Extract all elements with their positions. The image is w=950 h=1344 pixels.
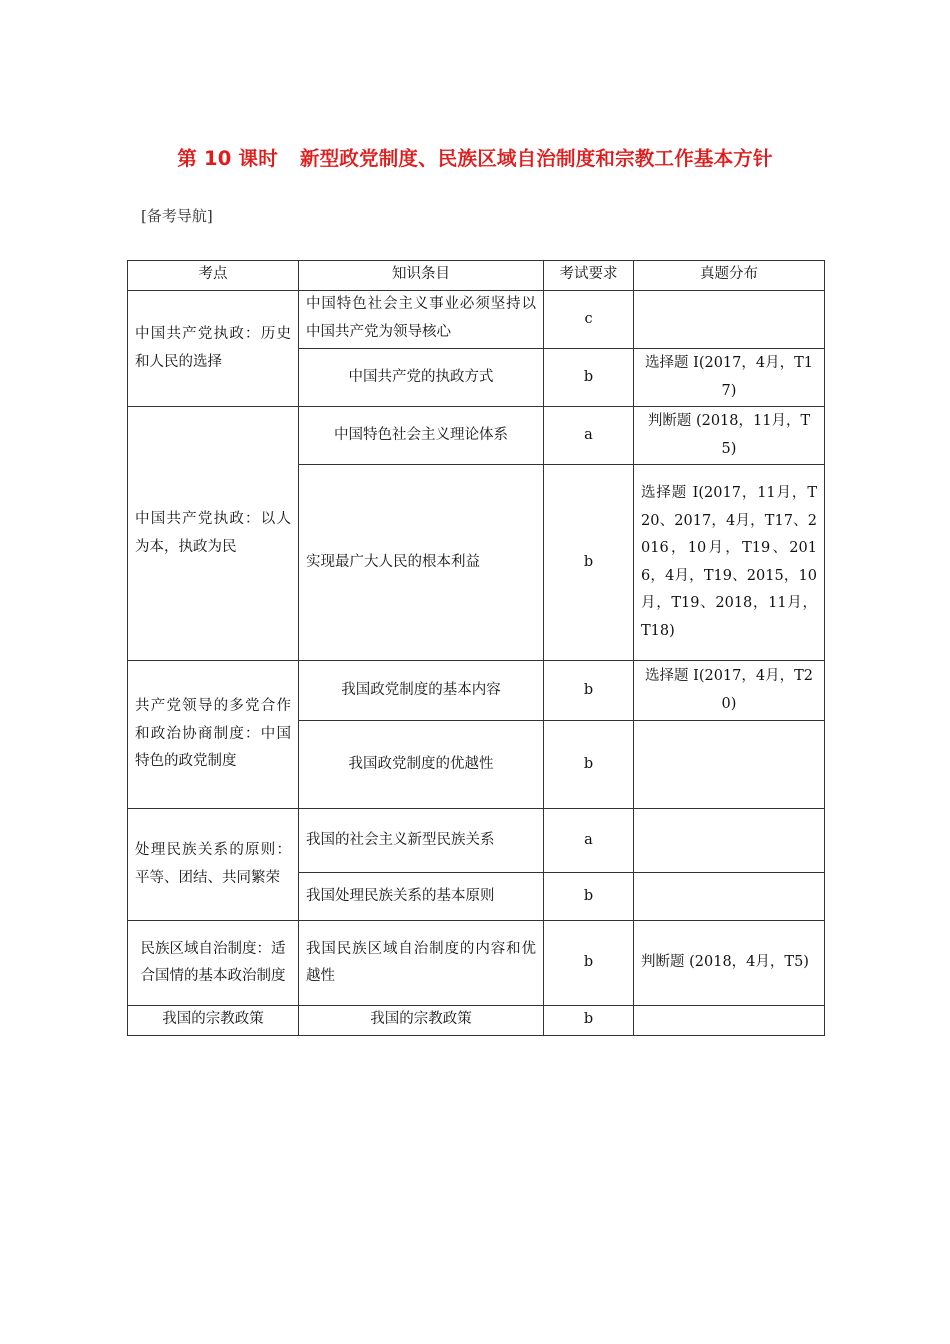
distribution-cell: [634, 809, 825, 873]
distribution-cell: 判断题 (2018，4月，T5): [634, 921, 825, 1006]
table-row: [128, 1006, 825, 1036]
item-cell: 中国特色社会主义理论体系: [299, 407, 544, 465]
table-row: [128, 407, 825, 465]
distribution-cell: [634, 721, 825, 809]
item-cell: 中国共产党的执政方式: [299, 349, 544, 407]
level-cell: b: [544, 873, 634, 921]
header-distribution: 真题分布: [634, 261, 825, 291]
item-cell: 我国政党制度的优越性: [299, 721, 544, 809]
level-cell: b: [544, 349, 634, 407]
level-cell: a: [544, 407, 634, 465]
section-label: [备考导航]: [141, 207, 213, 225]
header-level: 考试要求: [544, 261, 634, 291]
table-row: [128, 921, 825, 1006]
distribution-cell: [634, 291, 825, 349]
exam-guide-table: [127, 260, 825, 1036]
level-cell: b: [544, 661, 634, 721]
distribution-cell: 选择题 I(2017，11月，T20、2017，4月，T17、2016，10月，T19、2016，4月，T19、2015，10月，T19、2018，11月，T18): [634, 465, 825, 661]
distribution-cell: [634, 1006, 825, 1036]
table-row: [128, 291, 825, 349]
level-cell: b: [544, 1006, 634, 1036]
header-topic: 考点: [128, 261, 299, 291]
item-cell: 我国的社会主义新型民族关系: [299, 809, 544, 873]
level-cell: b: [544, 921, 634, 1006]
topic-cell: 我国的宗教政策: [128, 1006, 299, 1036]
table-row: [128, 661, 825, 721]
lesson-topic: 新型政党制度、民族区域自治制度和宗教工作基本方针: [299, 147, 773, 170]
item-cell: 我国政党制度的基本内容: [299, 661, 544, 721]
level-cell: b: [544, 721, 634, 809]
item-cell: 中国特色社会主义事业必须坚持以中国共产党为领导核心: [299, 291, 544, 349]
header-item: 知识条目: [299, 261, 544, 291]
table-row: [128, 809, 825, 873]
lesson-number: 第 10 课时: [177, 147, 278, 170]
topic-cell: 处理民族关系的原则：平等、团结、共同繁荣: [128, 809, 299, 921]
level-cell: c: [544, 291, 634, 349]
page-title: [0, 143, 950, 171]
item-cell: 我国民族区域自治制度的内容和优越性: [299, 921, 544, 1006]
topic-cell: 共产党领导的多党合作和政治协商制度：中国特色的政党制度: [128, 661, 299, 809]
level-cell: b: [544, 465, 634, 661]
item-cell: 我国处理民族关系的基本原则: [299, 873, 544, 921]
topic-cell: 中国共产党执政：历史和人民的选择: [128, 291, 299, 407]
item-cell: 实现最广大人民的根本利益: [299, 465, 544, 661]
table-header-row: [128, 261, 825, 291]
distribution-cell: 选择题 I(2017，4月，T20): [634, 661, 825, 721]
distribution-cell: 判断题 (2018，11月，T5): [634, 407, 825, 465]
item-cell: 我国的宗教政策: [299, 1006, 544, 1036]
distribution-cell: 选择题 I(2017，4月，T17): [634, 349, 825, 407]
topic-cell: 中国共产党执政：以人为本，执政为民: [128, 407, 299, 661]
topic-cell: 民族区域自治制度：适合国情的基本政治制度: [128, 921, 299, 1006]
level-cell: a: [544, 809, 634, 873]
distribution-cell: [634, 873, 825, 921]
